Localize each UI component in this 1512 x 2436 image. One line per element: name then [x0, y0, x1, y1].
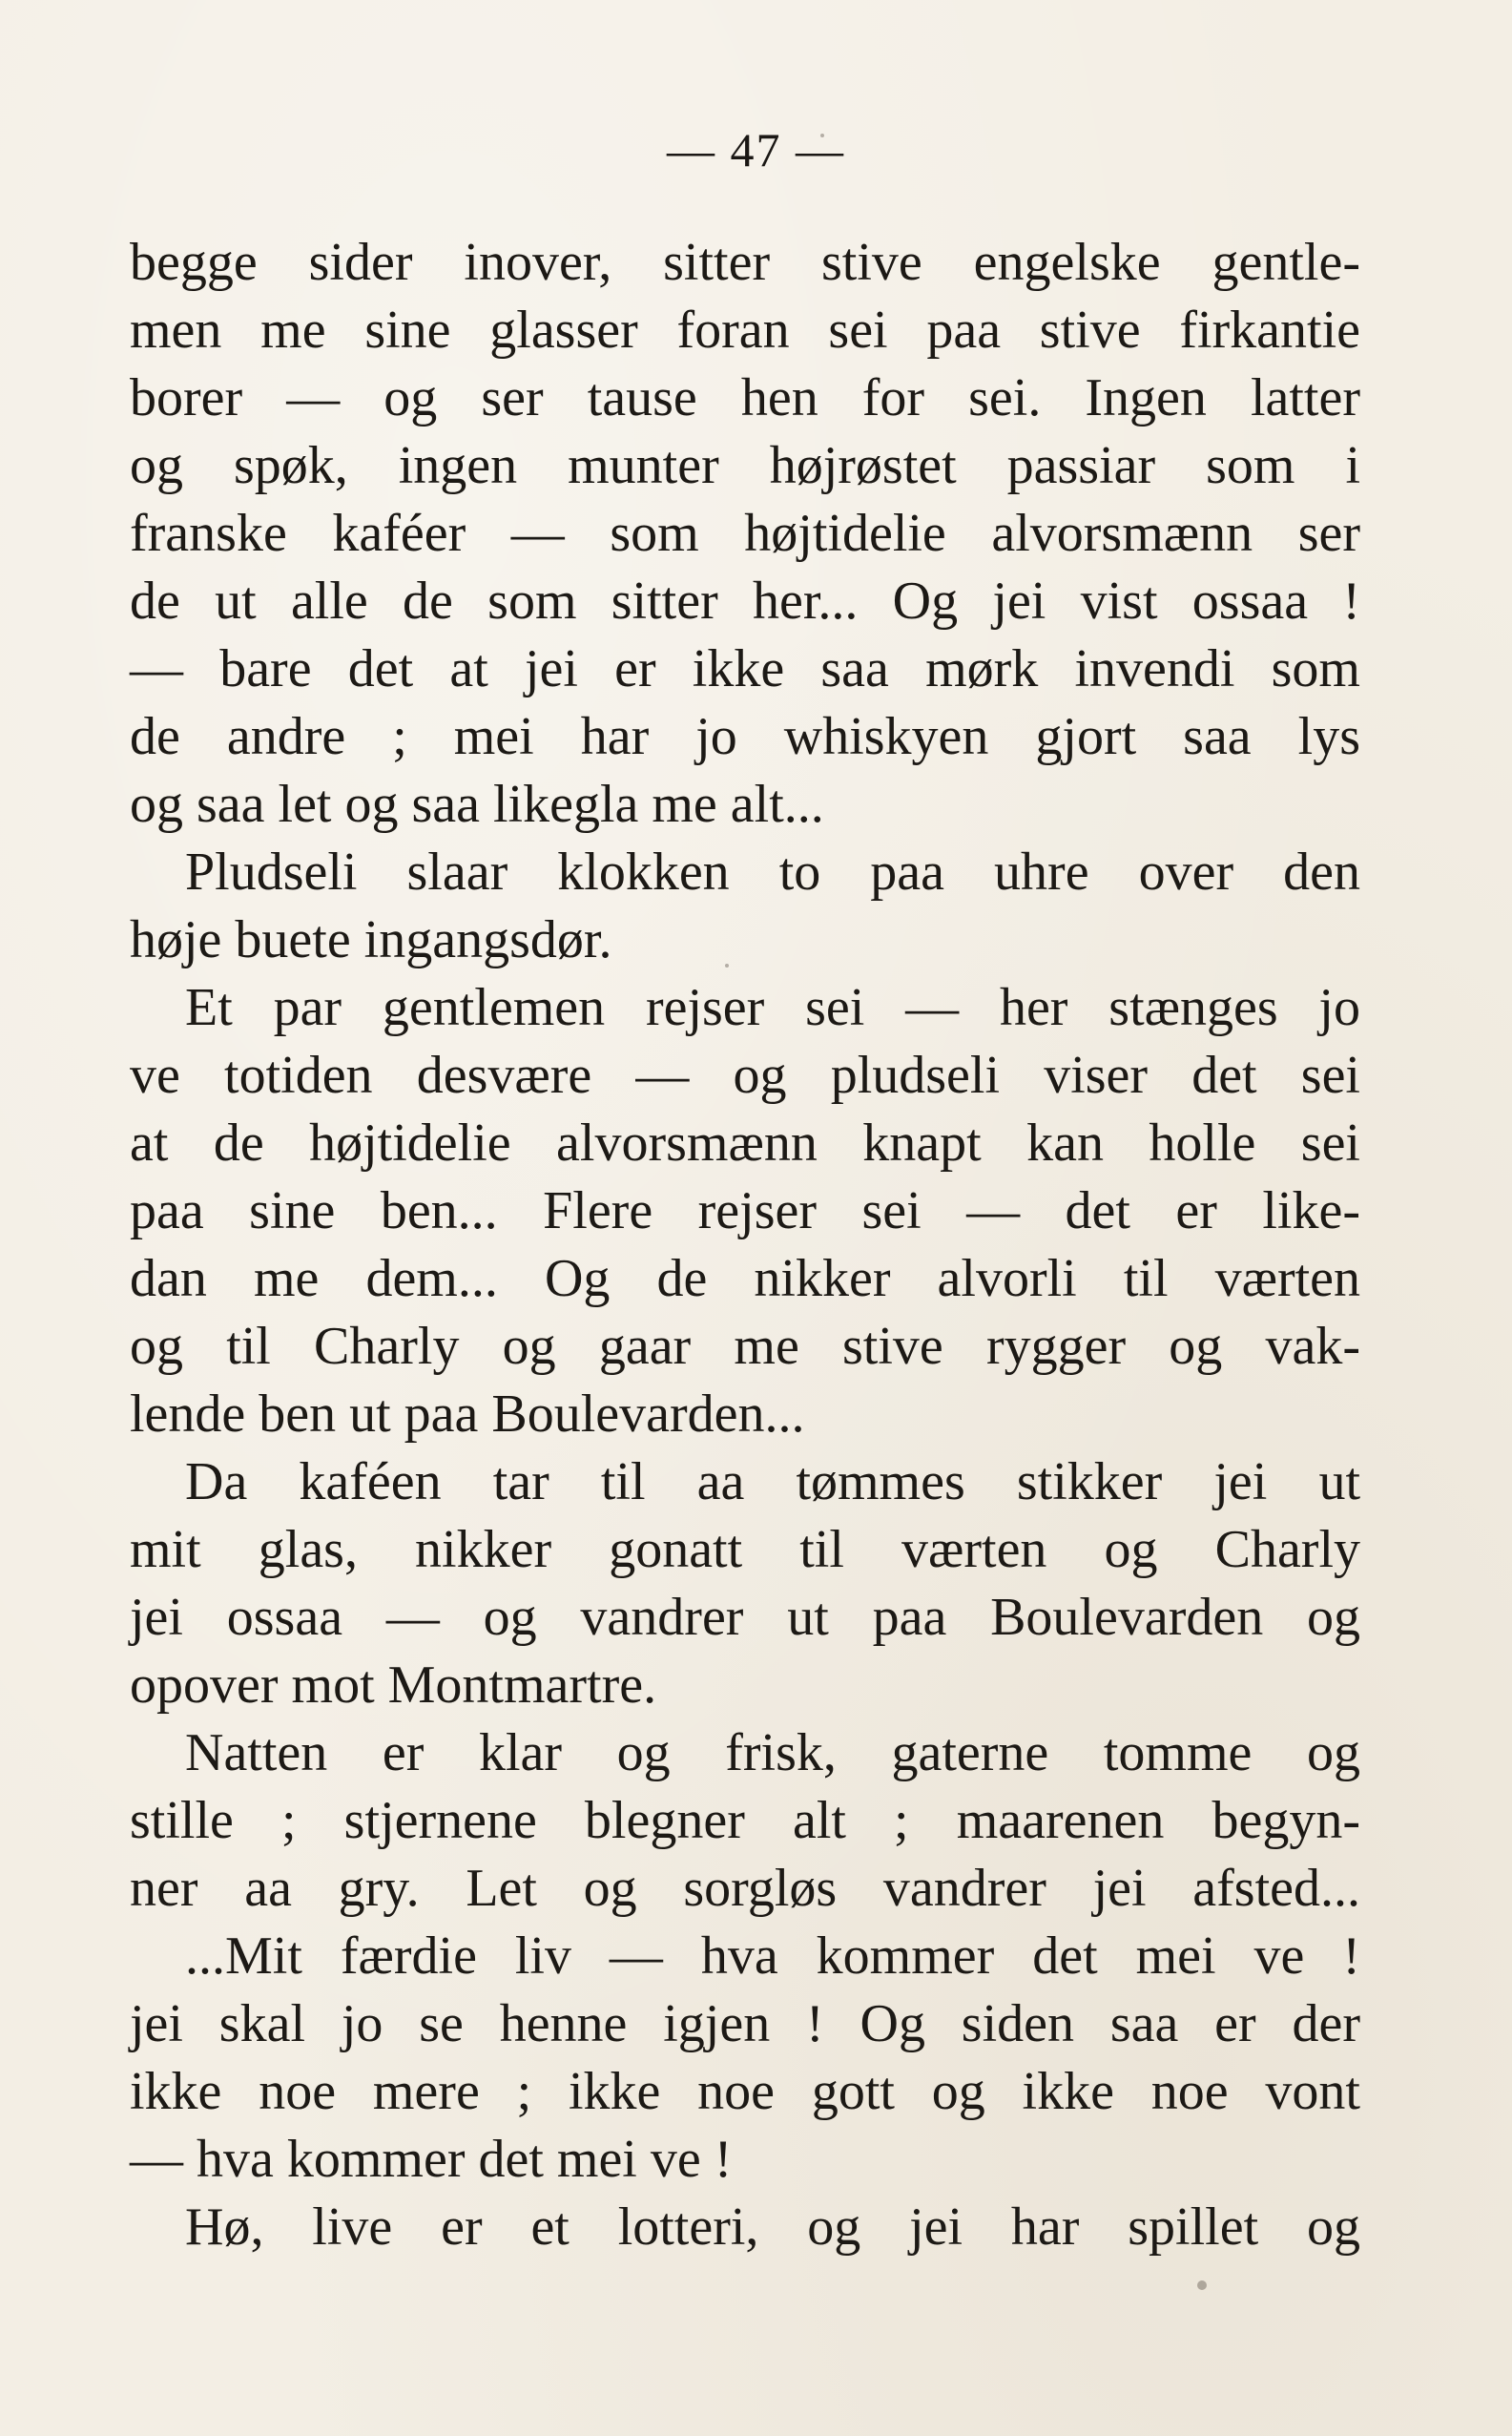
text-line: men me sine glasser foran sei paa stive firkantie [130, 301, 1360, 360]
paragraph-start-line: Pludseli slaar klokken to paa uhre over den [185, 843, 1360, 902]
text-line: jei skal jo se henne igjen ! Og siden saa er der [130, 1994, 1360, 2053]
text-line: og spøk, ingen munter højrøstet passiar som i [130, 436, 1360, 495]
paragraph-start-line: Hø, live er et lotteri, og jei har spillet og [185, 2197, 1360, 2257]
paper-speck [725, 964, 729, 968]
text-line: mit glas, nikker gonatt til værten og Charly [130, 1520, 1360, 1579]
paper-speck [1197, 2280, 1207, 2290]
text-line: ve totiden desvære — og pludseli viser det sei [130, 1046, 1360, 1105]
text-line: og saa let og saa likegla me alt... [130, 775, 824, 834]
text-line: paa sine ben... Flere rejser sei — det er like- [130, 1181, 1360, 1240]
paper-speck [820, 134, 824, 137]
text-line: høje buete ingangsdør. [130, 910, 612, 969]
text-line: ner aa gry. Let og sorgløs vandrer jei afsted... [130, 1859, 1360, 1918]
text-line: lende ben ut paa Boulevarden... [130, 1385, 805, 1444]
text-line: de ut alle de som sitter her... Og jei vist ossaa ! [130, 572, 1360, 631]
text-line: at de højtidelie alvorsmænn knapt kan holle sei [130, 1114, 1360, 1173]
paragraph-start-line: Natten er klar og frisk, gaterne tomme og [185, 1723, 1360, 1782]
text-line: de andre ; mei har jo whiskyen gjort saa lys [130, 707, 1360, 766]
text-line: — bare det at jei er ikke saa mørk invendi som [130, 639, 1360, 698]
text-line: jei ossaa — og vandrer ut paa Boulevarden og [130, 1588, 1360, 1647]
paragraph-start-line: ...Mit færdie liv — hva kommer det mei ve ! [185, 1926, 1360, 1986]
text-line: og til Charly og gaar me stive rygger og vak- [130, 1317, 1360, 1376]
text-line: — hva kommer det mei ve ! [130, 2130, 733, 2189]
text-line: borer — og ser tause hen for sei. Ingen latter [130, 368, 1360, 427]
body-text [130, 229, 1360, 2261]
page-number: — 47 — [667, 123, 845, 177]
text-line: franske kaféer — som højtidelie alvorsmænn ser [130, 504, 1360, 563]
text-line: begge sider inover, sitter stive engelske gentle- [130, 233, 1360, 292]
text-line: dan me dem... Og de nikker alvorli til værten [130, 1249, 1360, 1308]
text-line: ikke noe mere ; ikke noe gott og ikke noe vont [130, 2062, 1360, 2121]
paragraph-start-line: Da kaféen tar til aa tømmes stikker jei ut [185, 1452, 1360, 1511]
text-line: opover mot Montmartre. [130, 1655, 657, 1715]
text-line: stille ; stjernene blegner alt ; maarenen begyn- [130, 1791, 1360, 1850]
paragraph-start-line: Et par gentlemen rejser sei — her stænges jo [185, 978, 1360, 1037]
